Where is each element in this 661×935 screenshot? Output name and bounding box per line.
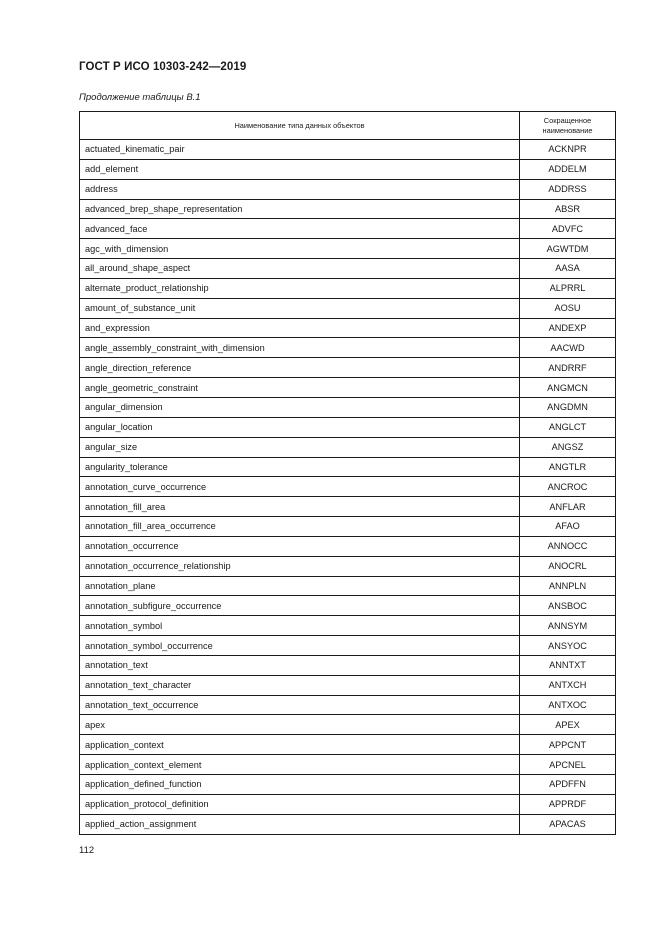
entity-name-cell: annotation_subfigure_occurrence — [80, 596, 520, 616]
table-row — [80, 179, 616, 199]
entity-name-cell: angular_size — [80, 437, 520, 457]
entity-name-cell: angle_assembly_constraint_with_dimension — [80, 338, 520, 358]
entity-name-cell: angle_direction_reference — [80, 358, 520, 378]
table-row — [80, 497, 616, 517]
table-caption: Продолжение таблицы В.1 — [79, 92, 201, 103]
entity-name-cell: advanced_face — [80, 219, 520, 239]
entity-name-cell: apex — [80, 715, 520, 735]
table-body — [80, 140, 616, 835]
column-header-abbreviation: Сокращенное наименование — [520, 112, 616, 140]
short-name-cell: ANDRRF — [520, 358, 616, 378]
short-name-cell: ANGMCN — [520, 378, 616, 398]
short-name-cell: ANOCRL — [520, 556, 616, 576]
short-name-cell: AFAO — [520, 517, 616, 537]
table-row — [80, 576, 616, 596]
table-row — [80, 397, 616, 417]
entity-name-cell: annotation_fill_area — [80, 497, 520, 517]
table-row — [80, 794, 616, 814]
short-name-cell: ANNOCC — [520, 536, 616, 556]
short-name-cell: APDFFN — [520, 775, 616, 795]
short-name-cell: ANDEXP — [520, 318, 616, 338]
short-name-cell: ADDRSS — [520, 179, 616, 199]
table-row — [80, 675, 616, 695]
entity-name-cell: annotation_occurrence_relationship — [80, 556, 520, 576]
entity-name-cell: amount_of_substance_unit — [80, 298, 520, 318]
short-name-cell: ANGSZ — [520, 437, 616, 457]
table-header-row — [80, 112, 616, 140]
entity-name-cell: alternate_product_relationship — [80, 278, 520, 298]
short-name-cell: ALPRRL — [520, 278, 616, 298]
table-row — [80, 278, 616, 298]
table-row — [80, 536, 616, 556]
table-row — [80, 159, 616, 179]
table-row — [80, 338, 616, 358]
entity-name-cell: actuated_kinematic_pair — [80, 140, 520, 160]
short-name-cell: ANTXCH — [520, 675, 616, 695]
table-row — [80, 417, 616, 437]
short-name-cell: ACKNPR — [520, 140, 616, 160]
table-row — [80, 695, 616, 715]
entity-name-cell: annotation_occurrence — [80, 536, 520, 556]
entity-name-cell: all_around_shape_aspect — [80, 259, 520, 279]
table-row — [80, 239, 616, 259]
short-name-cell: ANSYOC — [520, 636, 616, 656]
table-row — [80, 775, 616, 795]
table-row — [80, 715, 616, 735]
short-name-cell: ANGDMN — [520, 397, 616, 417]
data-type-table — [79, 111, 616, 835]
entity-name-cell: angularity_tolerance — [80, 457, 520, 477]
short-name-cell: ANCROC — [520, 477, 616, 497]
short-name-cell: AOSU — [520, 298, 616, 318]
short-name-cell: AGWTDM — [520, 239, 616, 259]
entity-name-cell: annotation_text — [80, 655, 520, 675]
entity-name-cell: agc_with_dimension — [80, 239, 520, 259]
short-name-cell: ANFLAR — [520, 497, 616, 517]
short-name-cell: APCNEL — [520, 755, 616, 775]
short-name-cell: ANNPLN — [520, 576, 616, 596]
table-row — [80, 259, 616, 279]
entity-name-cell: advanced_brep_shape_representation — [80, 199, 520, 219]
table-row — [80, 616, 616, 636]
entity-name-cell: applied_action_assignment — [80, 814, 520, 834]
table-row — [80, 477, 616, 497]
short-name-cell: ABSR — [520, 199, 616, 219]
table-row — [80, 457, 616, 477]
entity-name-cell: annotation_text_occurrence — [80, 695, 520, 715]
short-name-cell: ANTXOC — [520, 695, 616, 715]
entity-name-cell: application_context — [80, 735, 520, 755]
column-header-name: Наименование типа данных объектов — [80, 112, 520, 140]
short-name-cell: ANSBOC — [520, 596, 616, 616]
table-row — [80, 636, 616, 656]
entity-name-cell: annotation_curve_occurrence — [80, 477, 520, 497]
entity-name-cell: and_expression — [80, 318, 520, 338]
table-row — [80, 556, 616, 576]
entity-name-cell: annotation_symbol_occurrence — [80, 636, 520, 656]
entity-name-cell: address — [80, 179, 520, 199]
table-row — [80, 755, 616, 775]
entity-name-cell: annotation_fill_area_occurrence — [80, 517, 520, 537]
table-row — [80, 437, 616, 457]
short-name-cell: APPRDF — [520, 794, 616, 814]
entity-name-cell: angular_dimension — [80, 397, 520, 417]
table-row — [80, 298, 616, 318]
table-row — [80, 219, 616, 239]
entity-name-cell: annotation_text_character — [80, 675, 520, 695]
table-row — [80, 318, 616, 338]
short-name-cell: ANGTLR — [520, 457, 616, 477]
table-row — [80, 596, 616, 616]
document-header: ГОСТ Р ИСО 10303-242—2019 — [79, 61, 247, 73]
table-row — [80, 358, 616, 378]
entity-name-cell: annotation_plane — [80, 576, 520, 596]
short-name-cell: ADDELM — [520, 159, 616, 179]
entity-name-cell: angular_location — [80, 417, 520, 437]
table-row — [80, 735, 616, 755]
short-name-cell: ADVFC — [520, 219, 616, 239]
entity-name-cell: application_context_element — [80, 755, 520, 775]
short-name-cell: ANNSYM — [520, 616, 616, 636]
short-name-cell: ANGLCT — [520, 417, 616, 437]
entity-name-cell: application_protocol_definition — [80, 794, 520, 814]
short-name-cell: ANNTXT — [520, 655, 616, 675]
table-row — [80, 140, 616, 160]
short-name-cell: APPCNT — [520, 735, 616, 755]
table-row — [80, 814, 616, 834]
short-name-cell: APACAS — [520, 814, 616, 834]
short-name-cell: AACWD — [520, 338, 616, 358]
table-row — [80, 378, 616, 398]
entity-name-cell: angle_geometric_constraint — [80, 378, 520, 398]
table-row — [80, 655, 616, 675]
page-number: 112 — [79, 845, 95, 856]
table-row — [80, 517, 616, 537]
table-row — [80, 199, 616, 219]
short-name-cell: AASA — [520, 259, 616, 279]
entity-name-cell: add_element — [80, 159, 520, 179]
short-name-cell: APEX — [520, 715, 616, 735]
entity-name-cell: application_defined_function — [80, 775, 520, 795]
entity-name-cell: annotation_symbol — [80, 616, 520, 636]
